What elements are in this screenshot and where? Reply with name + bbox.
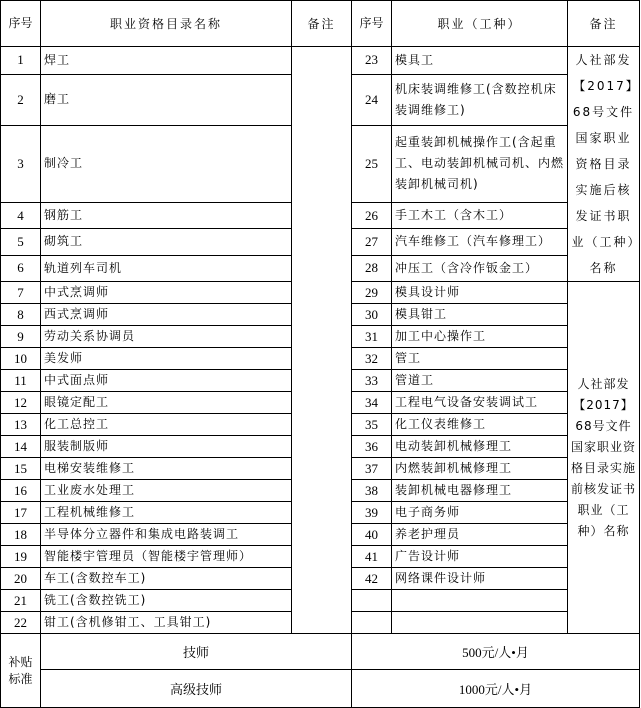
qualification-name: 电梯安装维修工: [41, 458, 292, 480]
header-remark: 备注: [292, 1, 352, 47]
row-number: 12: [1, 392, 41, 414]
row-number: 4: [1, 202, 41, 228]
occupation-name: 手工木工（含木工）: [392, 202, 568, 228]
qualification-name: 工业废水处理工: [41, 480, 292, 502]
row-number: 21: [1, 590, 41, 612]
empty-cell: [352, 590, 392, 612]
remark-after-implementation: 人社部发【2017】68号文件国家职业资格目录实施后核发证书职业（工种）名称: [568, 47, 640, 282]
occupation-name: 工程电气设备安装调试工: [392, 392, 568, 414]
occupation-name: 管道工: [392, 370, 568, 392]
qualification-name: 铣工(含数控铣工): [41, 590, 292, 612]
row-number: 20: [1, 568, 41, 590]
header-seq-2: 序号: [352, 1, 392, 47]
subsidy-amount: 500元/人•月: [352, 634, 640, 670]
occupation-name: 装卸机械电器修理工: [392, 480, 568, 502]
row-number: 7: [1, 282, 41, 304]
row-number: 19: [1, 546, 41, 568]
occupation-name: 广告设计师: [392, 546, 568, 568]
row-number: 8: [1, 304, 41, 326]
subsidy-level: 技师: [41, 634, 352, 670]
qualification-name: 智能楼宇管理员（智能楼宇管理师）: [41, 546, 292, 568]
header-name: 职业资格目录名称: [41, 1, 292, 47]
row-number: 1: [1, 47, 41, 75]
row-number: 31: [352, 326, 392, 348]
occupation-name: 模具设计师: [392, 282, 568, 304]
occupation-name: 机床装调维修工(含数控机床装调维修工): [392, 74, 568, 126]
row-number: 22: [1, 612, 41, 634]
table-row: [1, 47, 640, 75]
occupation-name: 冲压工（含冷作钣金工）: [392, 255, 568, 281]
row-number: 34: [352, 392, 392, 414]
row-number: 42: [352, 568, 392, 590]
row-number: 3: [1, 126, 41, 203]
row-number: 28: [352, 255, 392, 281]
qualification-name: 中式烹调师: [41, 282, 292, 304]
row-number: 27: [352, 229, 392, 255]
occupation-name: 电子商务师: [392, 502, 568, 524]
qualification-name: 焊工: [41, 47, 292, 75]
row-number: 32: [352, 348, 392, 370]
occupation-name: 网络课件设计师: [392, 568, 568, 590]
row-number: 18: [1, 524, 41, 546]
occupation-name: 加工中心操作工: [392, 326, 568, 348]
qualification-name: 车工(含数控车工): [41, 568, 292, 590]
occupation-name: 汽车维修工（汽车修理工）: [392, 229, 568, 255]
row-number: 17: [1, 502, 41, 524]
row-number: 16: [1, 480, 41, 502]
row-number: 39: [352, 502, 392, 524]
row-number: 24: [352, 74, 392, 126]
occupation-name: 内燃装卸机械修理工: [392, 458, 568, 480]
row-number: 23: [352, 47, 392, 75]
remark-before-implementation: 人社部发【2017】68号文件国家职业资格目录实施前核发证书职业（工种）名称: [568, 282, 640, 634]
subsidy-row: [1, 634, 640, 670]
row-number: 15: [1, 458, 41, 480]
row-number: 25: [352, 126, 392, 203]
subsidy-amount: 1000元/人•月: [352, 670, 640, 708]
qualification-name: 工程机械维修工: [41, 502, 292, 524]
row-number: 38: [352, 480, 392, 502]
header-occupation: 职业（工种）: [392, 1, 568, 47]
row-number: 41: [352, 546, 392, 568]
occupation-name: 化工仪表维修工: [392, 414, 568, 436]
subsidy-label: 补贴标准: [1, 634, 41, 708]
header-remark-2: 备注: [568, 1, 640, 47]
qualification-name: 劳动关系协调员: [41, 326, 292, 348]
empty-cell: [352, 612, 392, 634]
row-number: 26: [352, 202, 392, 228]
row-number: 14: [1, 436, 41, 458]
row-number: 10: [1, 348, 41, 370]
qualification-name: 砌筑工: [41, 229, 292, 255]
occupation-name: 模具钳工: [392, 304, 568, 326]
subsidy-level: 高级技师: [41, 670, 352, 708]
row-number: 37: [352, 458, 392, 480]
row-number: 29: [352, 282, 392, 304]
qualification-name: 钢筋工: [41, 202, 292, 228]
qualification-name: 美发师: [41, 348, 292, 370]
row-number: 6: [1, 255, 41, 281]
qualification-name: 眼镜定配工: [41, 392, 292, 414]
row-number: 5: [1, 229, 41, 255]
qualification-name: 服装制版师: [41, 436, 292, 458]
row-number: 35: [352, 414, 392, 436]
row-number: 13: [1, 414, 41, 436]
occupation-name: 养老护理员: [392, 524, 568, 546]
qualification-name: 磨工: [41, 74, 292, 126]
row-number: 11: [1, 370, 41, 392]
row-number: 36: [352, 436, 392, 458]
qualification-name: 制冷工: [41, 126, 292, 203]
table-body: [1, 1, 640, 708]
header-seq: 序号: [1, 1, 41, 47]
qualification-name: 轨道列车司机: [41, 255, 292, 281]
qualification-name: 钳工(含机修钳工、工具钳工): [41, 612, 292, 634]
empty-cell: [392, 612, 568, 634]
row-number: 30: [352, 304, 392, 326]
qualification-name: 化工总控工: [41, 414, 292, 436]
occupation-name: 模具工: [392, 47, 568, 75]
empty-cell: [392, 590, 568, 612]
qualification-name: 西式烹调师: [41, 304, 292, 326]
qualification-name: 中式面点师: [41, 370, 292, 392]
remark-cell-empty: [292, 47, 352, 634]
row-number: 33: [352, 370, 392, 392]
subsidy-row: [1, 670, 640, 708]
occupation-name: 起重装卸机械操作工(含起重工、电动装卸机械司机、内燃装卸机械司机): [392, 126, 568, 203]
occupation-name: 电动装卸机械修理工: [392, 436, 568, 458]
occupation-name: 管工: [392, 348, 568, 370]
header-row: [1, 1, 640, 47]
row-number: 2: [1, 74, 41, 126]
qualification-name: 半导体分立器件和集成电路装调工: [41, 524, 292, 546]
row-number: 40: [352, 524, 392, 546]
row-number: 9: [1, 326, 41, 348]
